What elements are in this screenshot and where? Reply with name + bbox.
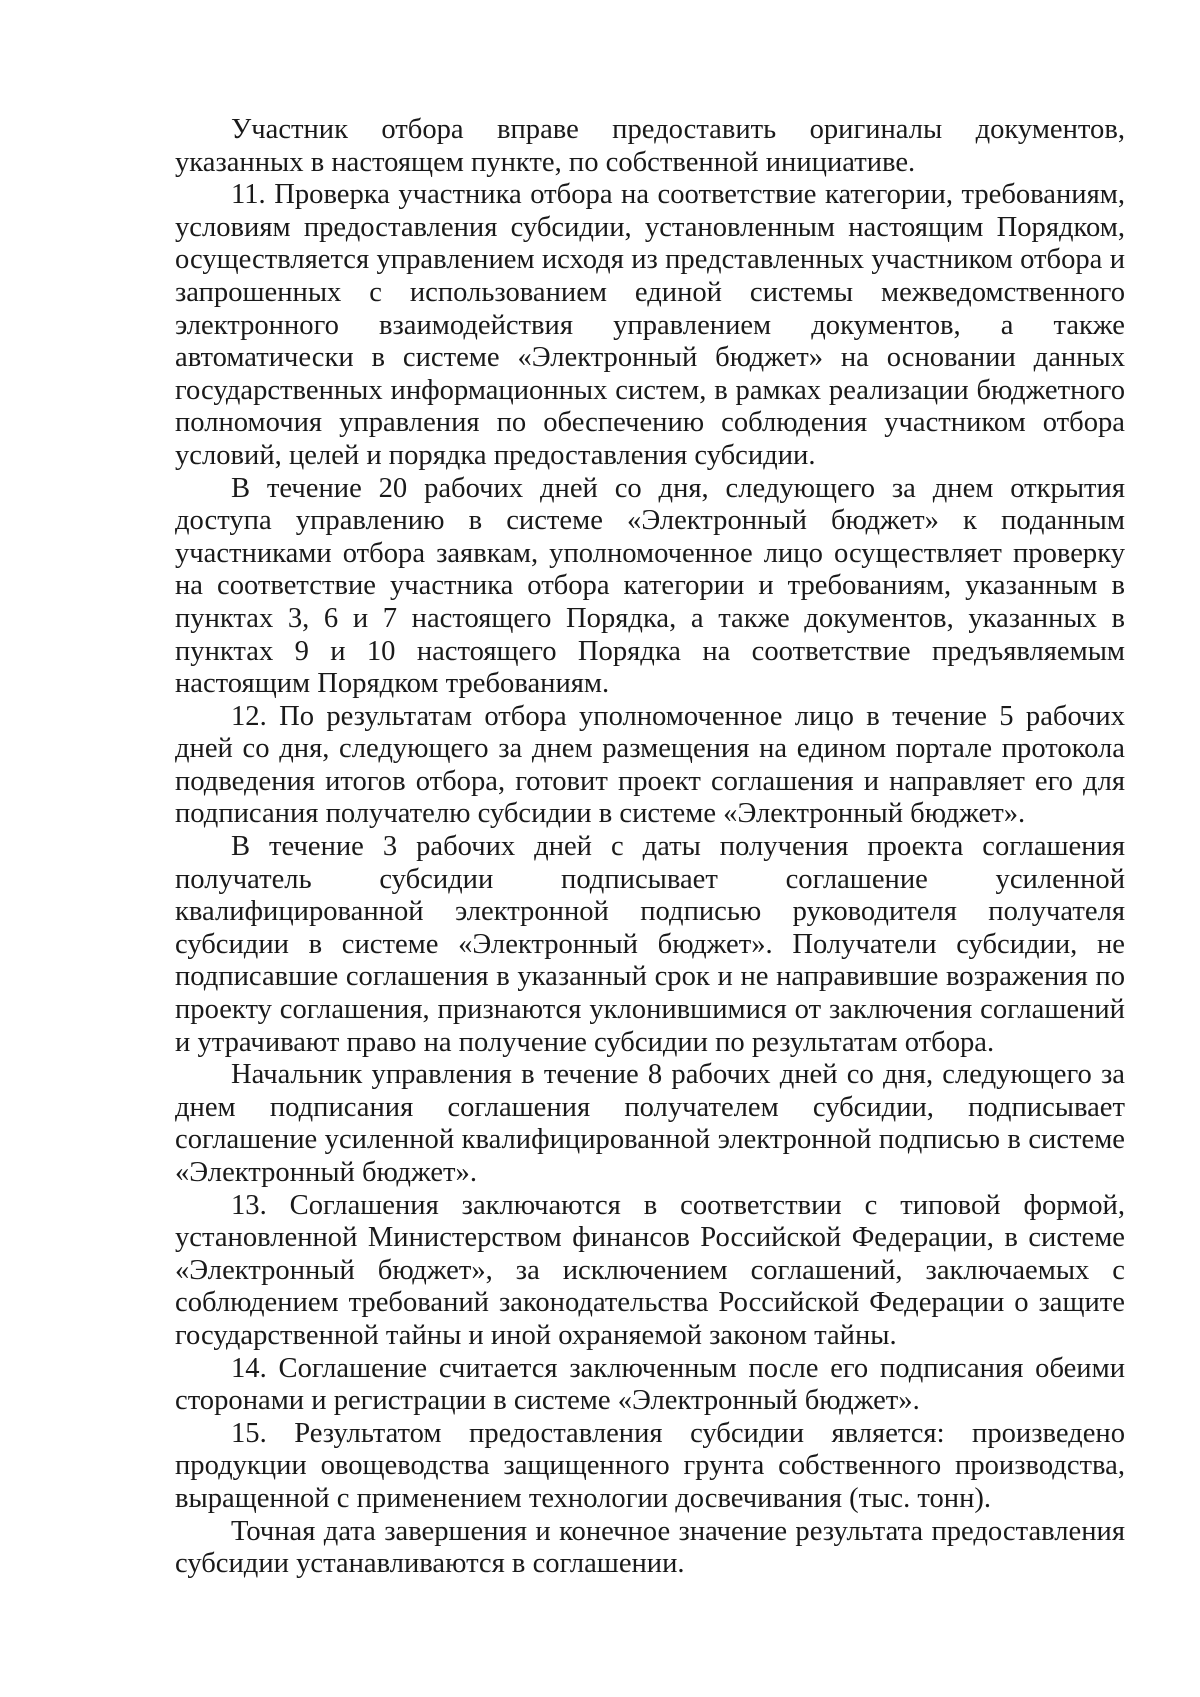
paragraph-originals-note: Участник отбора вправе предоставить оригиналы документов, указанных в настоящем пункте, по собственной инициативе. [175, 114, 1125, 178]
paragraph-item-15: 15. Результатом предоставления субсидии является: произведено продукции овощеводства защищенного грунта собственного производства, выращенной с применением технологии досвечивания (тыс. тонн). [175, 1417, 1125, 1514]
document-body [175, 114, 1125, 1581]
paragraph-verification-term: В течение 20 рабочих дней со дня, следующего за днем открытия доступа управлению в системе «Электронный бюджет» к поданным участниками отбора заявкам, уполномоченное лицо осуществляет проверку на соответствие участника отбора категории и требованиям, указанным в пунктах 3, 6 и 7 настоящего Порядка, а также документов, указанных в пунктах 9 и 10 настоящего Порядка на соответствие предъявляемым настоящим Порядком требованиям. [175, 472, 1125, 700]
paragraph-item-11: 11. Проверка участника отбора на соответствие категории, требованиям, условиям предоставления субсидии, установленным настоящим Порядком, осуществляется управлением исходя из представленных участником отбора и запрошенных с использованием единой системы межведомственного электронного взаимодействия управлением документов, а также автоматически в системе «Электронный бюджет» на основании данных государственных информационных систем, в рамках реализации бюджетного полномочия управления по обеспечению соблюдения участником отбора условий, целей и порядка предоставления субсидии. [175, 179, 1125, 471]
paragraph-item-13: 13. Соглашения заключаются в соответствии с типовой формой, установленной Министерством финансов Российской Федерации, в системе «Электронный бюджет», за исключением соглашений, заключаемых с соблюдением требований законодательства Российской Федерации о защите государственной тайны и иной охраняемой законом тайны. [175, 1189, 1125, 1351]
paragraph-result-date: Точная дата завершения и конечное значение результата предоставления субсидии устанавливаются в соглашении. [175, 1515, 1125, 1580]
paragraph-signing-term: В течение 3 рабочих дней с даты получения проекта соглашения получатель субсидии подписывает соглашение усиленной квалифицированной электронной подписью руководителя получателя субсидии в системе «Электронный бюджет». Получатели субсидии, не подписавшие соглашения в указанный срок и не направившие возражения по проекту соглашения, признаются уклонившимися от заключения соглашений и утрачивают право на получение субсидии по результатам отбора. [175, 831, 1125, 1058]
paragraph-item-14: 14. Соглашение считается заключенным после его подписания обеими сторонами и регистрации в системе «Электронный бюджет». [175, 1352, 1125, 1417]
paragraph-item-12: 12. По результатам отбора уполномоченное лицо в течение 5 рабочих дней со дня, следующего за днем размещения на едином портале протокола подведения итогов отбора, готовит проект соглашения и направляет его для подписания получателю субсидии в системе «Электронный бюджет». [175, 700, 1125, 830]
paragraph-head-signing: Начальник управления в течение 8 рабочих дней со дня, следующего за днем подписания соглашения получателем субсидии, подписывает соглашение усиленной квалифицированной электронной подписью в системе «Электронный бюджет». [175, 1059, 1125, 1188]
